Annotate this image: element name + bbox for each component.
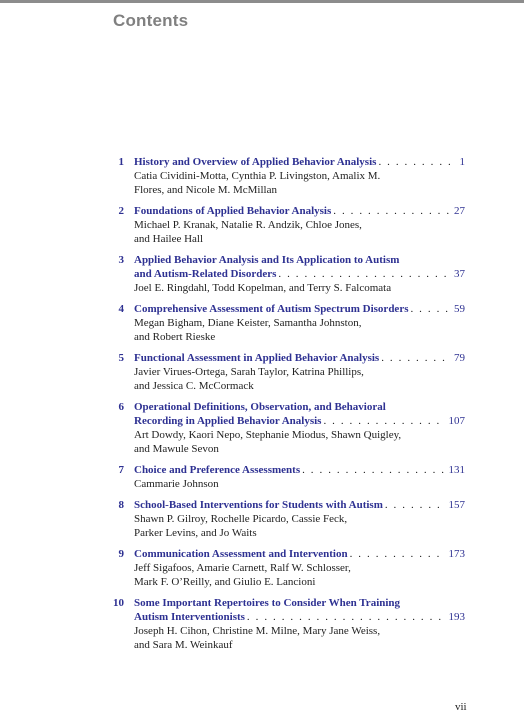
- chapter-title-text: Foundations of Applied Behavior Analysis: [134, 205, 332, 217]
- chapter-title-text: Choice and Preference Assessments: [134, 464, 301, 476]
- chapter-title-line[interactable]: [134, 547, 465, 561]
- chapter-title-text: History and Overview of Applied Behavior Analysis: [134, 156, 377, 168]
- chapter-authors: Joseph H. Cihon, Christine M. Milne, Mary Jane Weiss,: [134, 625, 381, 637]
- chapter-number: 2: [118, 205, 124, 217]
- toc-entry-body: [134, 547, 465, 589]
- chapter-number: 1: [118, 156, 124, 168]
- chapter-number: 5: [118, 352, 124, 364]
- toc-entry-body: [134, 155, 465, 197]
- dot-leader: [323, 414, 445, 428]
- toc-entry-body: [134, 498, 465, 540]
- chapter-title-line[interactable]: [134, 414, 465, 428]
- chapter-title-text: Recording in Applied Behavior Analysis: [134, 415, 322, 427]
- page-number[interactable]: 107: [448, 415, 465, 427]
- chapter-number: 10: [113, 597, 124, 609]
- toc-entry-body: [134, 596, 465, 652]
- top-rule: [0, 0, 524, 3]
- toc-entry[interactable]: [0, 204, 524, 246]
- dot-leader: [381, 351, 451, 365]
- chapter-title-line[interactable]: [134, 155, 465, 169]
- chapter-number: 6: [118, 401, 124, 413]
- toc-entry[interactable]: [0, 253, 524, 295]
- chapter-title-line[interactable]: [134, 267, 465, 281]
- toc-entry-body: [134, 302, 465, 344]
- table-of-contents: [0, 155, 524, 659]
- dot-leader: [247, 610, 446, 624]
- chapter-title-text: Autism Interventionists: [134, 611, 245, 623]
- chapter-title-line[interactable]: [134, 596, 465, 610]
- dot-leader: [302, 463, 445, 477]
- chapter-authors: Cammarie Johnson: [134, 478, 219, 490]
- chapter-authors: Flores, and Nicole M. McMillan: [134, 184, 277, 196]
- toc-entry-body: [134, 463, 465, 491]
- chapter-title-text: Communication Assessment and Intervention: [134, 548, 348, 560]
- toc-entry-body: [134, 253, 465, 295]
- chapter-authors: Parker Levins, and Jo Waits: [134, 527, 257, 539]
- chapter-title-line[interactable]: [134, 400, 465, 414]
- chapter-title-line[interactable]: [134, 204, 465, 218]
- chapter-number: 3: [118, 254, 124, 266]
- chapter-authors: and Hailee Hall: [134, 233, 204, 245]
- toc-entry[interactable]: [0, 302, 524, 344]
- page-number[interactable]: 157: [448, 499, 465, 511]
- chapter-authors: Jeff Sigafoos, Amarie Carnett, Ralf W. Schlosser,: [134, 562, 351, 574]
- chapter-authors: Mark F. O’Reilly, and Giulio E. Lancioni: [134, 576, 316, 588]
- toc-entry[interactable]: [0, 498, 524, 540]
- chapter-authors: and Robert Rieske: [134, 331, 216, 343]
- chapter-number: 7: [118, 464, 124, 476]
- toc-entry[interactable]: [0, 596, 524, 652]
- chapter-title-text: Comprehensive Assessment of Autism Spectrum Disorders: [134, 303, 409, 315]
- chapter-number: 4: [118, 303, 124, 315]
- chapter-title-text: Applied Behavior Analysis and Its Application to Autism: [134, 254, 400, 266]
- page-number[interactable]: 131: [448, 464, 465, 476]
- toc-entry[interactable]: [0, 351, 524, 393]
- dot-leader: [333, 204, 451, 218]
- dot-leader: [350, 547, 446, 561]
- page-number[interactable]: 27: [454, 205, 465, 217]
- chapter-title-line[interactable]: [134, 498, 465, 512]
- chapter-title-text: Functional Assessment in Applied Behavior Analysis: [134, 352, 380, 364]
- page-number[interactable]: 59: [454, 303, 465, 315]
- chapter-title-line[interactable]: [134, 302, 465, 316]
- chapter-authors: Javier Virues-Ortega, Sarah Taylor, Katrina Phillips,: [134, 366, 364, 378]
- chapter-title-text: and Autism-Related Disorders: [134, 268, 277, 280]
- chapter-authors: Megan Bigham, Diane Keister, Samantha Johnston,: [134, 317, 362, 329]
- chapter-title-line[interactable]: [134, 610, 465, 624]
- page-number[interactable]: 37: [454, 268, 465, 280]
- page-title: Contents: [113, 11, 189, 30]
- chapter-title-text: Some Important Repertoires to Consider When Training: [134, 597, 401, 609]
- chapter-authors: Joel E. Ringdahl, Todd Kopelman, and Terry S. Falcomata: [134, 282, 392, 294]
- toc-entry-body: [134, 400, 465, 456]
- chapter-number: 8: [118, 499, 124, 511]
- chapter-number: 9: [118, 548, 124, 560]
- chapter-authors: and Jessica C. McCormack: [134, 380, 254, 392]
- dot-leader: [278, 267, 451, 281]
- page-number[interactable]: 173: [448, 548, 465, 560]
- chapter-authors: Michael P. Kranak, Natalie R. Andzik, Chloe Jones,: [134, 219, 362, 231]
- chapter-title-line[interactable]: [134, 253, 465, 267]
- chapter-authors: and Sara M. Weinkauf: [134, 639, 233, 651]
- toc-entry[interactable]: [0, 155, 524, 197]
- toc-entry[interactable]: [0, 400, 524, 456]
- page-number[interactable]: 193: [448, 611, 465, 623]
- chapter-title-line[interactable]: [134, 351, 465, 365]
- chapter-title-text: Operational Definitions, Observation, and Behavioral: [134, 401, 386, 413]
- toc-entry-body: [134, 204, 465, 246]
- chapter-authors: Catia Cividini-Motta, Cynthia P. Livingston, Amalix M.: [134, 170, 381, 182]
- toc-entry[interactable]: [0, 547, 524, 589]
- chapter-title-line[interactable]: [134, 463, 465, 477]
- page-number[interactable]: 1: [459, 156, 465, 168]
- toc-entry[interactable]: [0, 463, 524, 491]
- chapter-authors: Shawn P. Gilroy, Rochelle Picardo, Cassie Feck,: [134, 513, 348, 525]
- dot-leader: [378, 155, 456, 169]
- toc-entry-body: [134, 351, 465, 393]
- chapter-authors: and Mawule Sevon: [134, 443, 219, 455]
- chapter-authors: Art Dowdy, Kaori Nepo, Stephanie Miodus, Shawn Quigley,: [134, 429, 402, 441]
- dot-leader: [410, 302, 451, 316]
- chapter-title-text: School-Based Interventions for Students with Autism: [134, 499, 383, 511]
- page-number[interactable]: 79: [454, 352, 465, 364]
- dot-leader: [385, 498, 446, 512]
- page-folio: vii: [455, 701, 467, 713]
